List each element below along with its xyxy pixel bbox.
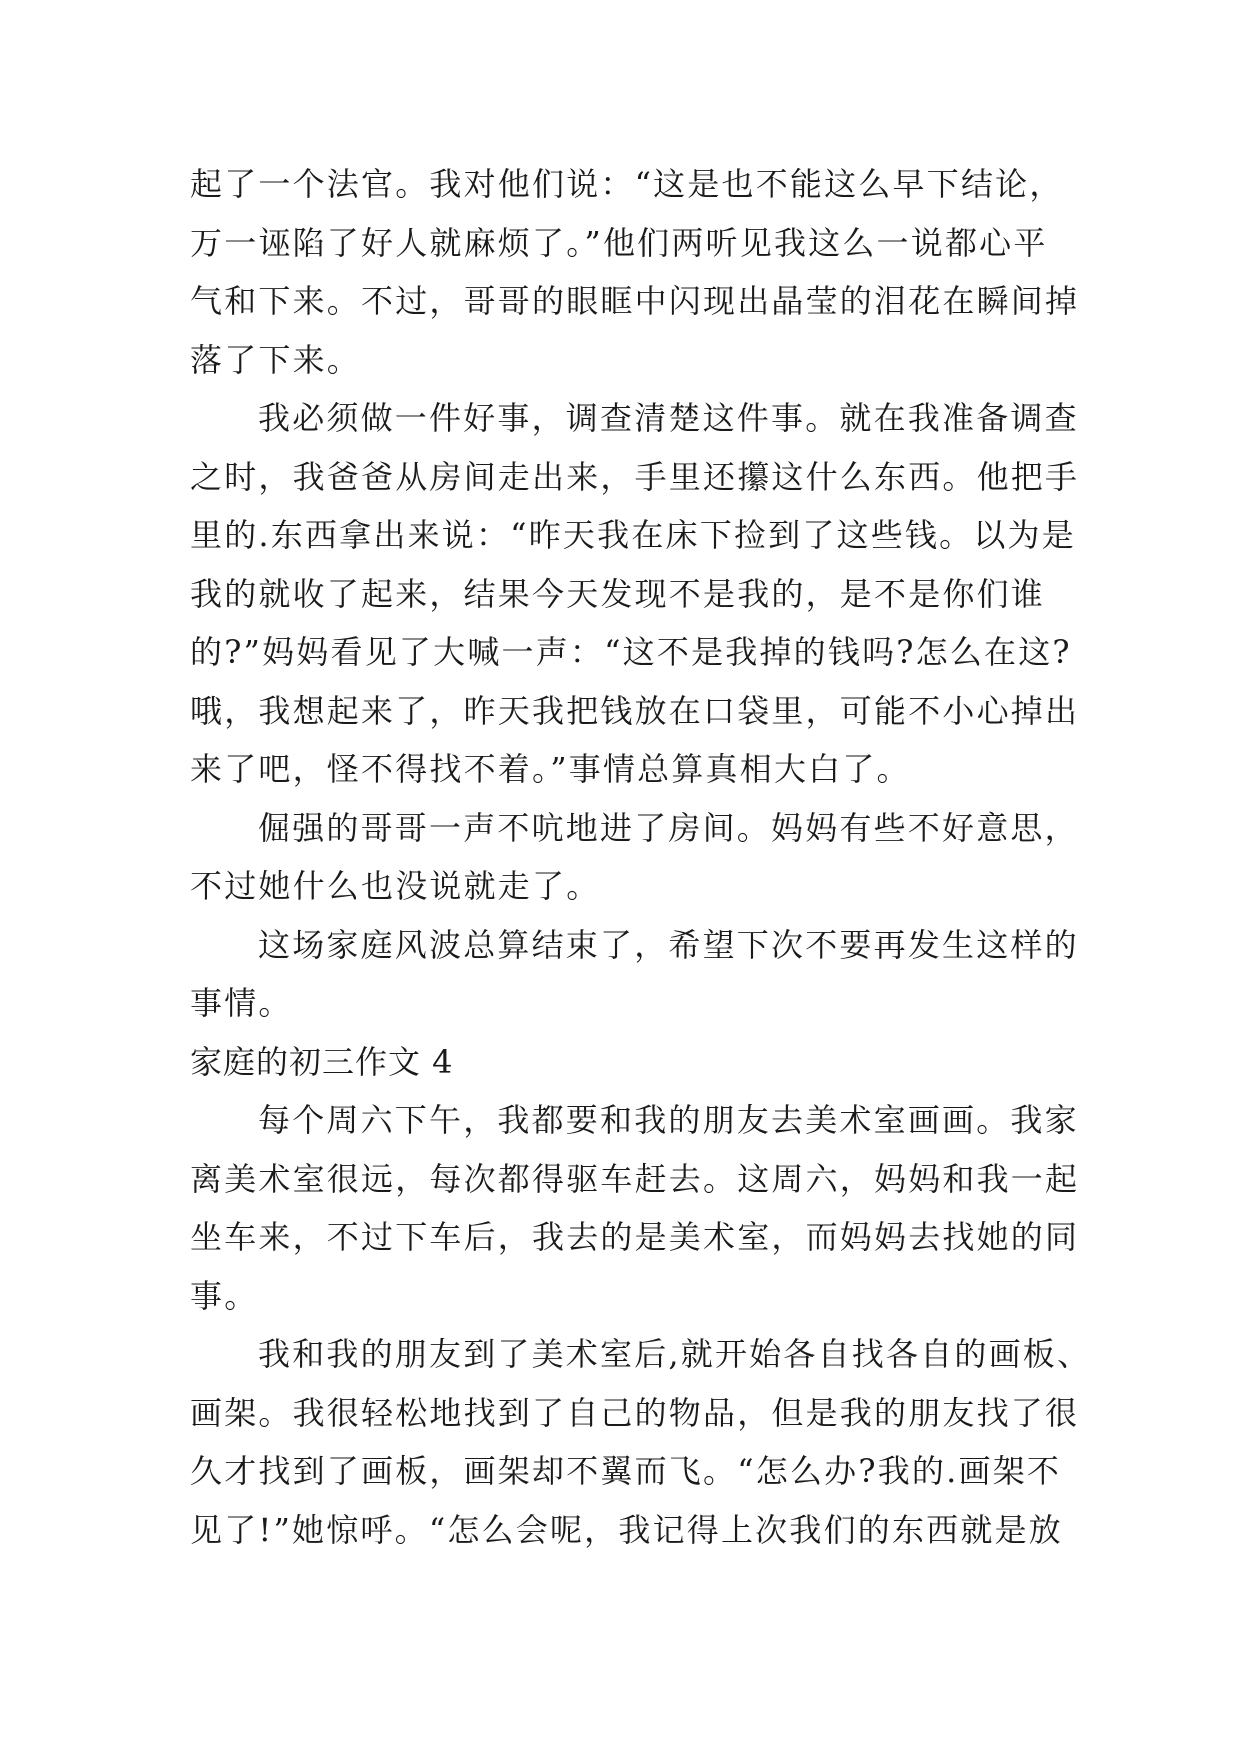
text-line-3: 气和下来。不过，哥哥的眼眶中闪现出晶莹的泪花在瞬间掉 [190, 282, 1080, 320]
text-line-1: 起了一个法官。我对他们说：“这是也不能这么早下结论， [190, 165, 1064, 203]
section-heading: 家庭的初三作文 4 [190, 1042, 454, 1081]
text-line-24: 见了!”她惊呼。“怎么会呢，我记得上次我们的东西就是放 [190, 1510, 1063, 1549]
text-line-6: 之时，我爸爸从房间走出来，手里还攥这什么东西。他把手 [190, 457, 1080, 496]
text-line-9: 的?”妈妈看见了大喊一声：“这不是我掉的钱吗?怎么在这? [190, 633, 1072, 671]
text-line-21: 我和我的朋友到了美术室后,就开始各自找各自的画板、 [258, 1335, 1092, 1373]
text-line-5: 我必须做一件好事，调查清楚这件事。就在我准备调查 [258, 399, 1079, 437]
text-line-4: 落了下来。 [190, 340, 362, 379]
text-line-7: 里的.东西拿出来说：“昨天我在床下捡到了这些钱。以为是 [190, 516, 1076, 554]
text-line-22: 画架。我很轻松地找到了自己的物品，但是我的朋友找了很 [190, 1393, 1080, 1432]
text-line-11: 来了吧，怪不得找不着。”事情总算真相大白了。 [190, 750, 911, 788]
text-line-2: 万一诬陷了好人就麻烦了。”他们两听见我这么一说都心平 [190, 223, 1048, 262]
text-line-13: 不过她什么也没说就走了。 [190, 867, 601, 905]
essay-text [190, 155, 1092, 1559]
text-line-15: 事情。 [190, 984, 293, 1022]
text-line-12: 倔强的哥哥一声不吭地进了房间。妈妈有些不好意思， [258, 808, 1079, 847]
text-line-23: 久才找到了画板，画架却不翼而飞。“怎么办?我的.画架不 [190, 1452, 1062, 1490]
text-line-20: 事。 [190, 1276, 259, 1315]
text-line-8: 我的就收了起来，结果今天发现不是我的，是不是你们谁 [190, 574, 1046, 613]
text-line-19: 坐车来，不过下车后，我去的是美术室，而妈妈去找她的同 [190, 1218, 1080, 1256]
text-line-18: 离美术室很远，每次都得驱车赶去。这周六，妈妈和我一起 [190, 1159, 1080, 1198]
text-line-14: 这场家庭风波总算结束了，希望下次不要再发生这样的 [258, 925, 1079, 964]
text-line-10: 哦，我想起来了，昨天我把钱放在口袋里，可能不小心掉出 [190, 691, 1080, 730]
text-line-17: 每个周六下午，我都要和我的朋友去美术室画画。我家 [258, 1101, 1079, 1139]
